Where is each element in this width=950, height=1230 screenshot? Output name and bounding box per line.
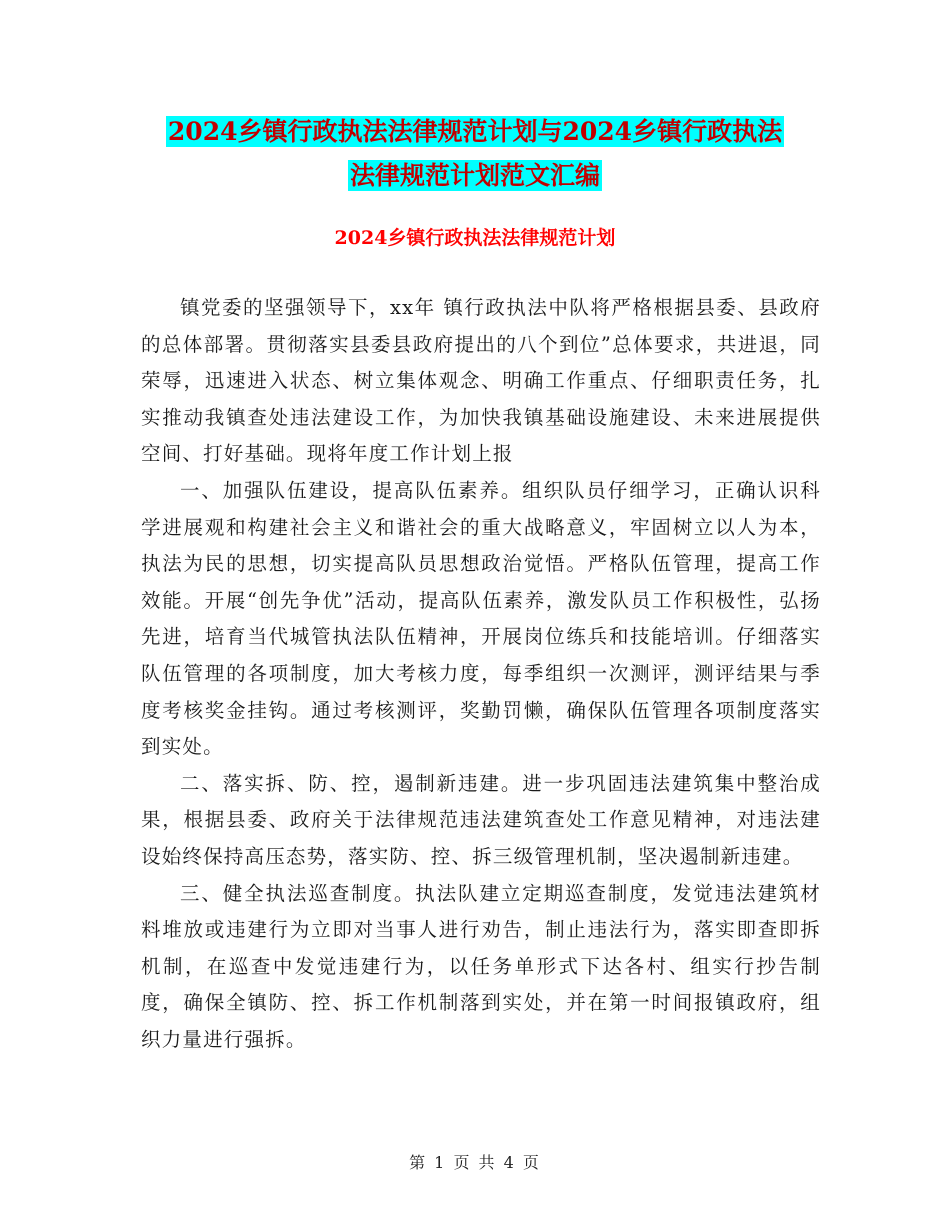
paragraph-3: 三、健全执法巡查制度。执法队建立定期巡查制度，发觉违法建筑材料堆放或违建行为立即对当事人进行劝告，制止违法行为，落实即查即拆机制，在巡查中发觉违建行为，以任务单形式下达各村、组实行抄告制度，确保全镇防、控、拆工作机制落到实处，并在第一时间报镇政府，组织力量进行强拆。 [141, 881, 821, 1051]
page-footer: 第 1 页 共 4 页 [409, 1153, 541, 1172]
document-title-line-1 [0, 108, 950, 155]
paragraph-2: 二、落实拆、防、控，遏制新违建。进一步巩固违法建筑集中整治成果，根据县委、政府关于法律规范违法建筑查处工作意见精神，对违法建设始终保持高压态势，落实防、控、拆三级管理机制，坚决遏制新违建。 [141, 771, 821, 868]
paragraph-1: 一、加强队伍建设，提高队伍素养。组织队员仔细学习，正确认识科学进展观和构建社会主义和谐社会的重大战略意义，牢固树立以人为本，执法为民的思想，切实提高队员思想政治觉悟。严格队伍管理，提高工作效能。开展“创先争优”活动，提高队伍素养，激发队员工作积极性，弘扬先进，培育当代城管执法队伍精神，开展岗位练兵和技能培训。仔细落实队伍管理的各项制度，加大考核力度，每季组织一次测评，测评结果与季度考核奖金挂钩。通过考核测评，奖勤罚懒，确保队伍管理各项制度落实到实处。 [141, 478, 821, 759]
document-body [141, 290, 821, 1058]
paragraph-intro: 镇党委的坚强领导下，xx年 镇行政执法中队将严格根据县委、县政府的总体部署。贯彻落实县委县政府提出的八个到位”总体要求，共进退，同荣辱，迅速进入状态、树立集体观念、明确工作重点、仔细职责任务，扎实推动我镇查处违法建设工作，为加快我镇基础设施建设、未来进展提供空间、打好基础。现将年度工作计划上报 [141, 296, 821, 466]
document-title-line-2 [0, 152, 950, 199]
title-text-2: 法律规范计划范文汇编 [349, 161, 600, 190]
title-text-1: 2024乡镇行政执法法律规范计划与2024乡镇行政执法 [167, 117, 783, 146]
section-title: 2024乡镇行政执法法律规范计划 [334, 227, 616, 249]
